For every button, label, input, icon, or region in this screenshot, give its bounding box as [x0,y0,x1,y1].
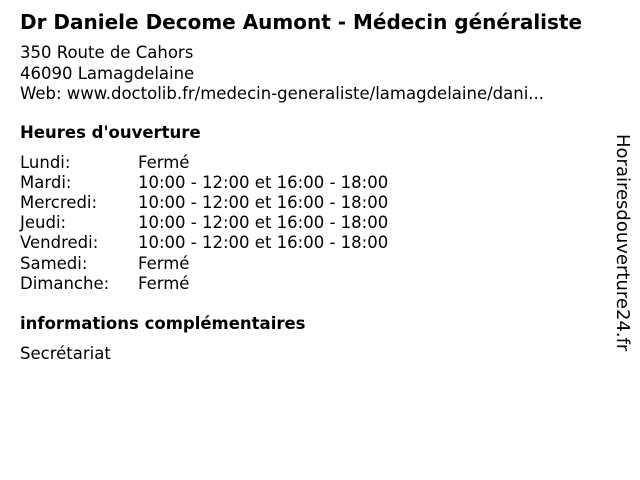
day-label: Samedi: [20,254,88,273]
hours-value: 10:00 - 12:00 et 16:00 - 18:00 [138,213,389,232]
day-label: Mardi: [20,173,72,192]
day-label: Vendredi: [20,233,99,252]
day-label: Dimanche: [20,274,110,293]
hours-heading: Heures d'ouverture [20,123,201,142]
day-label: Lundi: [20,153,71,172]
day-label: Jeudi: [20,213,67,232]
site-watermark: Horairesdouverture24.fr [612,134,633,352]
hours-value: 10:00 - 12:00 et 16:00 - 18:00 [138,173,389,192]
hours-value: 10:00 - 12:00 et 16:00 - 18:00 [138,233,389,252]
hours-value: Fermé [138,153,190,172]
day-label: Mercredi: [20,193,98,212]
website-link[interactable]: Web: www.doctolib.fr/medecin-generaliste/lamagdelaine/dani... [20,84,545,103]
info-text: Secrétariat [20,344,111,363]
address-street: 350 Route de Cahors [20,43,194,62]
hours-value: Fermé [138,254,190,273]
address-city: 46090 Lamagdelaine [20,64,195,83]
hours-value: Fermé [138,274,190,293]
page-title: Dr Daniele Decome Aumont - Médecin généraliste [20,10,583,34]
info-heading: informations complémentaires [20,314,306,333]
hours-value: 10:00 - 12:00 et 16:00 - 18:00 [138,193,389,212]
